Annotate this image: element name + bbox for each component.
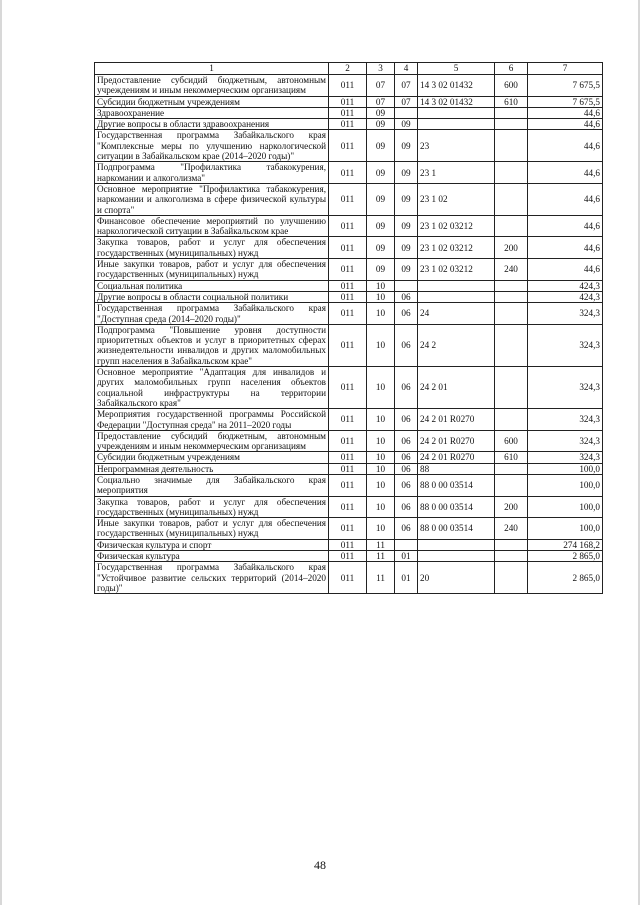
target-item-cell: 24 [418,303,495,325]
subsection-cell: 01 [395,551,418,562]
amount-cell: 44,6 [528,259,603,281]
amount-cell: 274 168,2 [528,539,603,550]
target-item-cell: 88 0 00 03514 [418,496,495,518]
admin-code-cell: 011 [329,119,367,130]
item-name-cell: Подпрограмма "Повышение уровня доступности приоритетных объектов и услуг в приоритетных сферах жизнедеятельности инвалидов и других маломобильных групп населения в Забайкальском крае" [95,324,329,366]
expense-type-cell [495,562,528,594]
header-cell: 4 [395,63,418,75]
section-cell: 09 [367,259,395,281]
table-row [95,119,603,130]
budget-table [94,62,603,594]
table-row [95,107,603,118]
amount-cell: 100,0 [528,496,603,518]
section-cell: 10 [367,474,395,496]
section-cell: 09 [367,183,395,215]
table-row [95,430,603,452]
admin-code-cell: 011 [329,237,367,259]
item-name-cell: Государственная программа Забайкальского края "Комплексные меры по улучшению наркологической ситуации в Забайкальском крае (2014–2020 годы)" [95,130,329,162]
expense-type-cell [495,215,528,237]
subsection-cell: 09 [395,119,418,130]
item-name-cell: Другие вопросы в области социальной политики [95,291,329,302]
section-cell: 10 [367,291,395,302]
subsection-cell [395,107,418,118]
table-row [95,280,603,291]
subsection-cell: 09 [395,130,418,162]
item-name-cell: Закупка товаров, работ и услуг для обеспечения государственных (муниципальных) нужд [95,237,329,259]
item-name-cell: Предоставление субсидий бюджетным, автономным учреждениям и иным некоммерческим организациям [95,430,329,452]
table-row [95,367,603,409]
subsection-cell: 09 [395,237,418,259]
amount-cell: 100,0 [528,518,603,540]
subsection-cell: 09 [395,215,418,237]
admin-code-cell: 011 [329,551,367,562]
subsection-cell: 06 [395,367,418,409]
section-cell: 10 [367,367,395,409]
expense-type-cell [495,162,528,184]
item-name-cell: Предоставление субсидий бюджетным, автономным учреждениям и иным некоммерческим организациям [95,75,329,97]
item-name-cell: Государственная программа Забайкальского края "Доступная среда (2014–2020 годы)" [95,303,329,325]
target-item-cell: 23 1 02 03212 [418,259,495,281]
section-cell: 09 [367,162,395,184]
admin-code-cell: 011 [329,162,367,184]
expense-type-cell [495,107,528,118]
admin-code-cell: 011 [329,96,367,107]
amount-cell: 424,3 [528,291,603,302]
subsection-cell: 09 [395,162,418,184]
amount-cell: 7 675,5 [528,75,603,97]
admin-code-cell: 011 [329,562,367,594]
section-cell: 11 [367,562,395,594]
target-item-cell: 24 2 01 R0270 [418,430,495,452]
header-cell: 1 [95,63,329,75]
section-cell: 07 [367,75,395,97]
target-item-cell: 88 0 00 03514 [418,518,495,540]
subsection-cell: 06 [395,463,418,474]
admin-code-cell: 011 [329,303,367,325]
admin-code-cell: 011 [329,130,367,162]
target-item-cell: 23 1 02 [418,183,495,215]
amount-cell: 44,6 [528,107,603,118]
table-row [95,452,603,463]
expense-type-cell [495,474,528,496]
section-cell: 09 [367,119,395,130]
table-row [95,539,603,550]
amount-cell: 44,6 [528,237,603,259]
table-row [95,562,603,594]
table-row [95,324,603,366]
section-cell: 10 [367,518,395,540]
header-cell: 3 [367,63,395,75]
target-item-cell [418,280,495,291]
amount-cell: 44,6 [528,183,603,215]
item-name-cell: Основное мероприятие "Профилактика табакокурения, наркомании и алкоголизма в сфере физической культуры и спорта" [95,183,329,215]
item-name-cell: Финансовое обеспечение мероприятий по улучшению наркологической ситуации в Забайкальском крае [95,215,329,237]
target-item-cell [418,119,495,130]
amount-cell: 100,0 [528,463,603,474]
target-item-cell: 14 3 02 01432 [418,75,495,97]
amount-cell: 44,6 [528,215,603,237]
subsection-cell [395,280,418,291]
section-cell: 10 [367,496,395,518]
expense-type-cell [495,551,528,562]
section-cell: 10 [367,463,395,474]
item-name-cell: Основное мероприятие "Адаптация для инвалидов и других маломобильных групп населения объектов социальной инфраструктуры на территории Забайкальского края" [95,367,329,409]
expense-type-cell: 610 [495,96,528,107]
admin-code-cell: 011 [329,107,367,118]
table-row [95,551,603,562]
amount-cell: 100,0 [528,474,603,496]
target-item-cell: 88 [418,463,495,474]
header-cell: 7 [528,63,603,75]
item-name-cell: Иные закупки товаров, работ и услуг для обеспечения государственных (муниципальных) нужд [95,259,329,281]
admin-code-cell: 011 [329,496,367,518]
admin-code-cell: 011 [329,291,367,302]
expense-type-cell: 600 [495,430,528,452]
header-cell: 6 [495,63,528,75]
section-cell: 09 [367,107,395,118]
target-item-cell: 23 1 02 03212 [418,237,495,259]
section-cell: 10 [367,324,395,366]
admin-code-cell: 011 [329,518,367,540]
item-name-cell: Здравоохранение [95,107,329,118]
amount-cell: 2 865,0 [528,562,603,594]
subsection-cell: 07 [395,96,418,107]
table-row [95,130,603,162]
admin-code-cell: 011 [329,259,367,281]
subsection-cell: 07 [395,75,418,97]
expense-type-cell [495,303,528,325]
admin-code-cell: 011 [329,463,367,474]
target-item-cell: 14 3 02 01432 [418,96,495,107]
expense-type-cell: 200 [495,237,528,259]
item-name-cell: Подпрограмма "Профилактика табакокурения, наркомании и алкоголизма" [95,162,329,184]
table-row [95,303,603,325]
target-item-cell: 23 1 02 03212 [418,215,495,237]
section-cell: 07 [367,96,395,107]
subsection-cell: 06 [395,291,418,302]
expense-type-cell: 240 [495,259,528,281]
subsection-cell: 06 [395,496,418,518]
header-cell: 5 [418,63,495,75]
expense-type-cell: 610 [495,452,528,463]
expense-type-cell [495,291,528,302]
target-item-cell: 20 [418,562,495,594]
subsection-cell: 01 [395,562,418,594]
expense-type-cell [495,183,528,215]
expense-type-cell: 240 [495,518,528,540]
target-item-cell: 24 2 01 R0270 [418,452,495,463]
table-row [95,215,603,237]
amount-cell: 324,3 [528,324,603,366]
item-name-cell: Субсидии бюджетным учреждениям [95,96,329,107]
target-item-cell: 23 1 [418,162,495,184]
section-cell: 09 [367,237,395,259]
amount-cell: 44,6 [528,119,603,130]
expense-type-cell [495,280,528,291]
amount-cell: 7 675,5 [528,96,603,107]
table-row [95,409,603,431]
subsection-cell: 06 [395,409,418,431]
item-name-cell: Государственная программа Забайкальского края "Устойчивое развитие сельских территорий (2014–2020 годы)" [95,562,329,594]
table-row [95,291,603,302]
table-row [95,75,603,97]
target-item-cell [418,107,495,118]
subsection-cell: 06 [395,452,418,463]
section-cell: 10 [367,280,395,291]
subsection-cell: 06 [395,303,418,325]
admin-code-cell: 011 [329,367,367,409]
target-item-cell [418,551,495,562]
expense-type-cell [495,130,528,162]
subsection-cell: 09 [395,183,418,215]
expense-type-cell [495,539,528,550]
admin-code-cell: 011 [329,539,367,550]
amount-cell: 424,3 [528,280,603,291]
expense-type-cell [495,324,528,366]
expense-type-cell [495,409,528,431]
item-name-cell: Физическая культура и спорт [95,539,329,550]
item-name-cell: Непрограммная деятельность [95,463,329,474]
admin-code-cell: 011 [329,280,367,291]
target-item-cell: 88 0 00 03514 [418,474,495,496]
scan-left-edge [0,0,2,905]
expense-type-cell: 600 [495,75,528,97]
table-row [95,474,603,496]
admin-code-cell: 011 [329,474,367,496]
table-row [95,237,603,259]
amount-cell: 2 865,0 [528,551,603,562]
item-name-cell: Мероприятия государственной программы Российской Федерации "Доступная среда" на 2011–2020 годы [95,409,329,431]
subsection-cell [395,539,418,550]
table-row [95,162,603,184]
item-name-cell: Субсидии бюджетным учреждениям [95,452,329,463]
expense-type-cell [495,367,528,409]
subsection-cell: 06 [395,518,418,540]
table-body [95,63,603,594]
admin-code-cell: 011 [329,215,367,237]
header-cell: 2 [329,63,367,75]
admin-code-cell: 011 [329,183,367,215]
expense-type-cell [495,119,528,130]
section-cell: 10 [367,430,395,452]
section-cell: 10 [367,409,395,431]
target-item-cell [418,539,495,550]
amount-cell: 324,3 [528,452,603,463]
section-cell: 09 [367,130,395,162]
amount-cell: 324,3 [528,367,603,409]
table-row [95,518,603,540]
target-item-cell: 24 2 01 [418,367,495,409]
item-name-cell: Иные закупки товаров, работ и услуг для обеспечения государственных (муниципальных) нужд [95,518,329,540]
amount-cell: 324,3 [528,430,603,452]
amount-cell: 44,6 [528,130,603,162]
page-number: 48 [314,858,326,872]
table-row [95,96,603,107]
table-row [95,463,603,474]
section-cell: 11 [367,551,395,562]
item-name-cell: Социально значимые для Забайкальского края мероприятия [95,474,329,496]
amount-cell: 324,3 [528,303,603,325]
admin-code-cell: 011 [329,452,367,463]
admin-code-cell: 011 [329,409,367,431]
amount-cell: 324,3 [528,409,603,431]
subsection-cell: 06 [395,324,418,366]
subsection-cell: 06 [395,430,418,452]
section-cell: 10 [367,452,395,463]
target-item-cell [418,291,495,302]
subsection-cell: 09 [395,259,418,281]
subsection-cell: 06 [395,474,418,496]
item-name-cell: Другие вопросы в области здравоохранения [95,119,329,130]
admin-code-cell: 011 [329,75,367,97]
target-item-cell: 23 [418,130,495,162]
target-item-cell: 24 2 01 R0270 [418,409,495,431]
section-cell: 10 [367,303,395,325]
table-row [95,259,603,281]
section-cell: 09 [367,215,395,237]
admin-code-cell: 011 [329,430,367,452]
expense-type-cell [495,463,528,474]
admin-code-cell: 011 [329,324,367,366]
table-header-row [95,63,603,75]
expense-type-cell: 200 [495,496,528,518]
item-name-cell: Закупка товаров, работ и услуг для обеспечения государственных (муниципальных) нужд [95,496,329,518]
table-row [95,496,603,518]
target-item-cell: 24 2 [418,324,495,366]
item-name-cell: Социальная политика [95,280,329,291]
item-name-cell: Физическая культура [95,551,329,562]
section-cell: 11 [367,539,395,550]
amount-cell: 44,6 [528,162,603,184]
table-row [95,183,603,215]
